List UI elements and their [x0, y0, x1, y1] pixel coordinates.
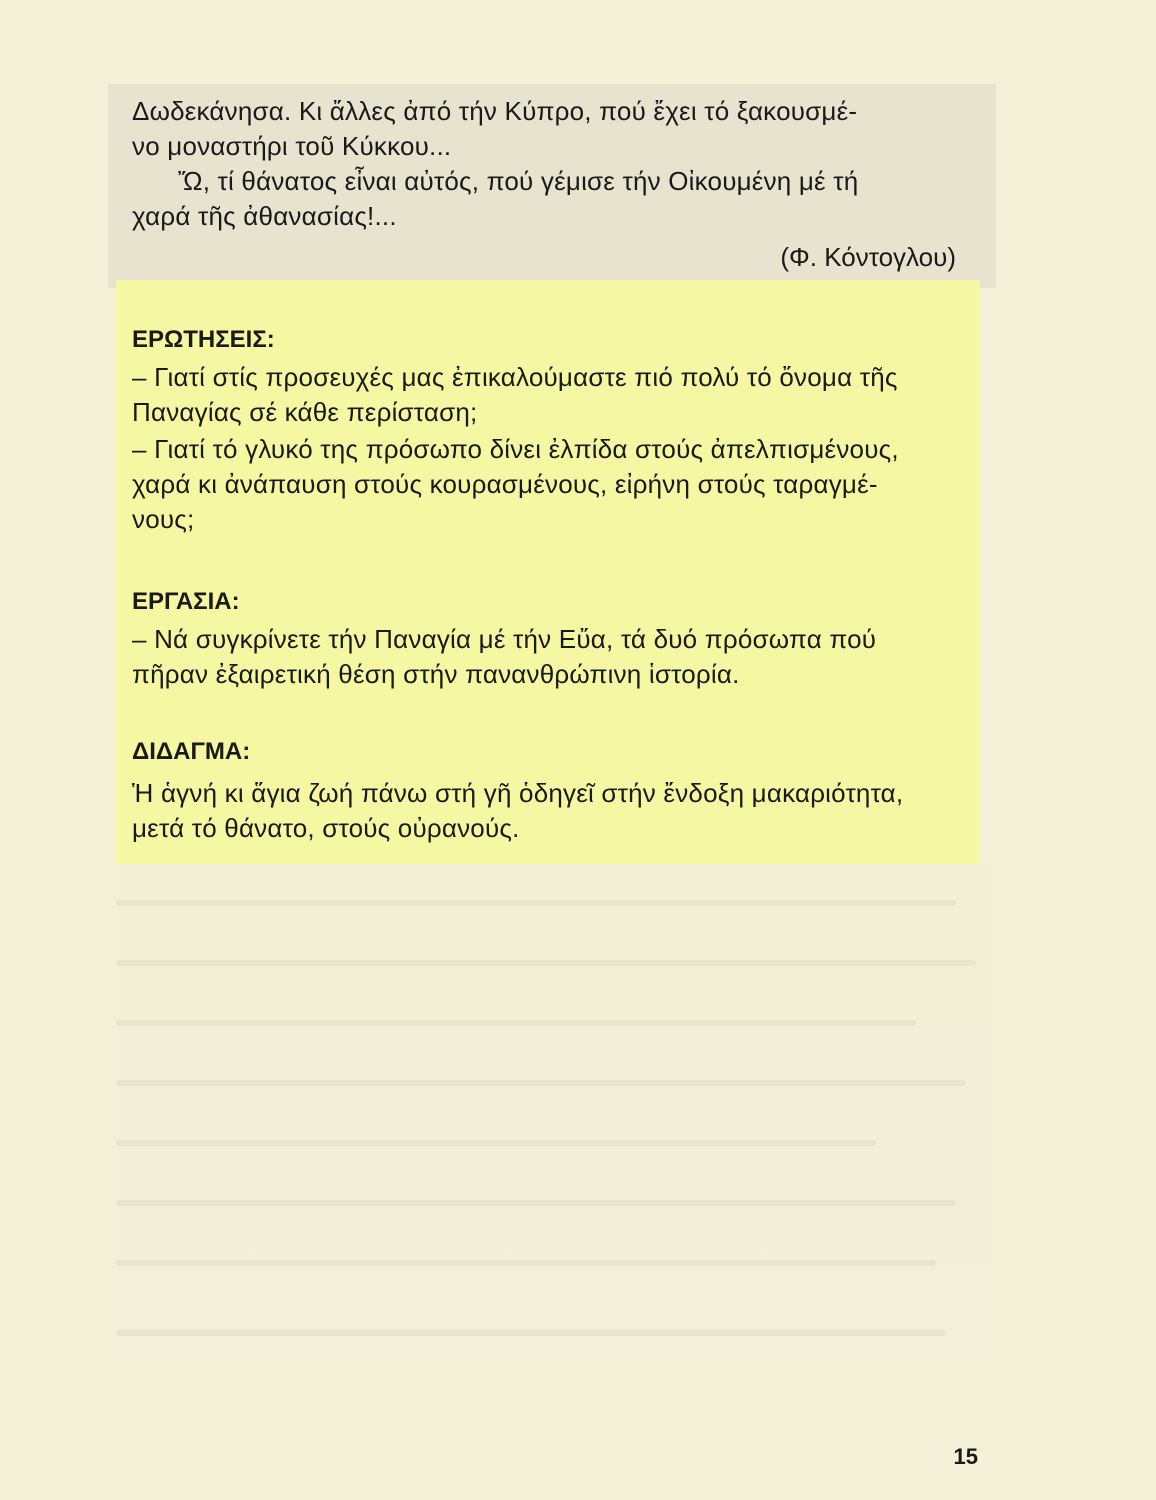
bleed-through-area	[116, 864, 996, 1364]
work-line: – Νά συγκρίνετε τήν Παναγία μέ τήν Εὔα, τά δυό πρόσωπα πού	[132, 624, 877, 654]
lesson-line: μετά τό θάνατο, στούς οὐρανούς.	[132, 813, 520, 843]
lesson-line: Ἡ ἁγνή κι ἅγια ζωή πάνω στή γῆ ὁδηγεῖ στήν ἔνδοξη μακαριότητα,	[132, 778, 904, 808]
questions-heading: ΕΡΩΤΗΣΕΙΣ:	[132, 326, 275, 353]
work-line: πῆραν ἐξαιρετική θέση στήν πανανθρώπινη ἱστορία.	[132, 659, 740, 689]
bleed-through-line	[116, 960, 976, 966]
question-line: χαρά κι ἀνάπαυση στούς κουρασμένους, εἰρήνη στούς ταραγμέ-	[132, 469, 878, 499]
intro-line: Δωδεκάνησα. Κι ἄλλες ἀπό τήν Κύπρο, πού ἔχει τό ξακουσμέ-	[132, 96, 858, 126]
bleed-through-line	[116, 1140, 876, 1146]
page-number: 15	[953, 1444, 978, 1469]
lesson-heading: ΔΙΔΑΓΜΑ:	[132, 738, 251, 765]
bleed-through-line	[116, 1260, 936, 1266]
bleed-through-line	[116, 1200, 956, 1206]
bleed-through-line	[116, 1020, 916, 1026]
question-line: – Γιατί τό γλυκό της πρόσωπο δίνει ἐλπίδα στούς ἀπελπισμένους,	[132, 434, 899, 464]
bleed-through-line	[116, 900, 956, 906]
question-line: Παναγίας σέ κάθε περίσταση;	[132, 397, 478, 427]
question-line: – Γιατί στίς προσευχές μας ἐπικαλούμαστε πιό πολύ τό ὄνομα τῆς	[132, 362, 898, 392]
question-line: νους;	[132, 504, 195, 534]
intro-line: νο μοναστήρι τοῦ Κύκκου...	[132, 131, 452, 161]
bleed-through-line	[116, 1080, 966, 1086]
author-attribution: (Φ. Κόντογλου)	[780, 242, 956, 272]
work-heading: ΕΡΓΑΣΙΑ:	[132, 588, 240, 615]
intro-line: Ὤ, τί θάνατος εἶναι αὐτός, πού γέμισε τήν Οἰκουμένη μέ τή	[178, 166, 859, 196]
intro-line: χαρά τῆς ἀθανασίας!...	[132, 201, 397, 231]
bleed-through-line	[116, 1330, 946, 1336]
